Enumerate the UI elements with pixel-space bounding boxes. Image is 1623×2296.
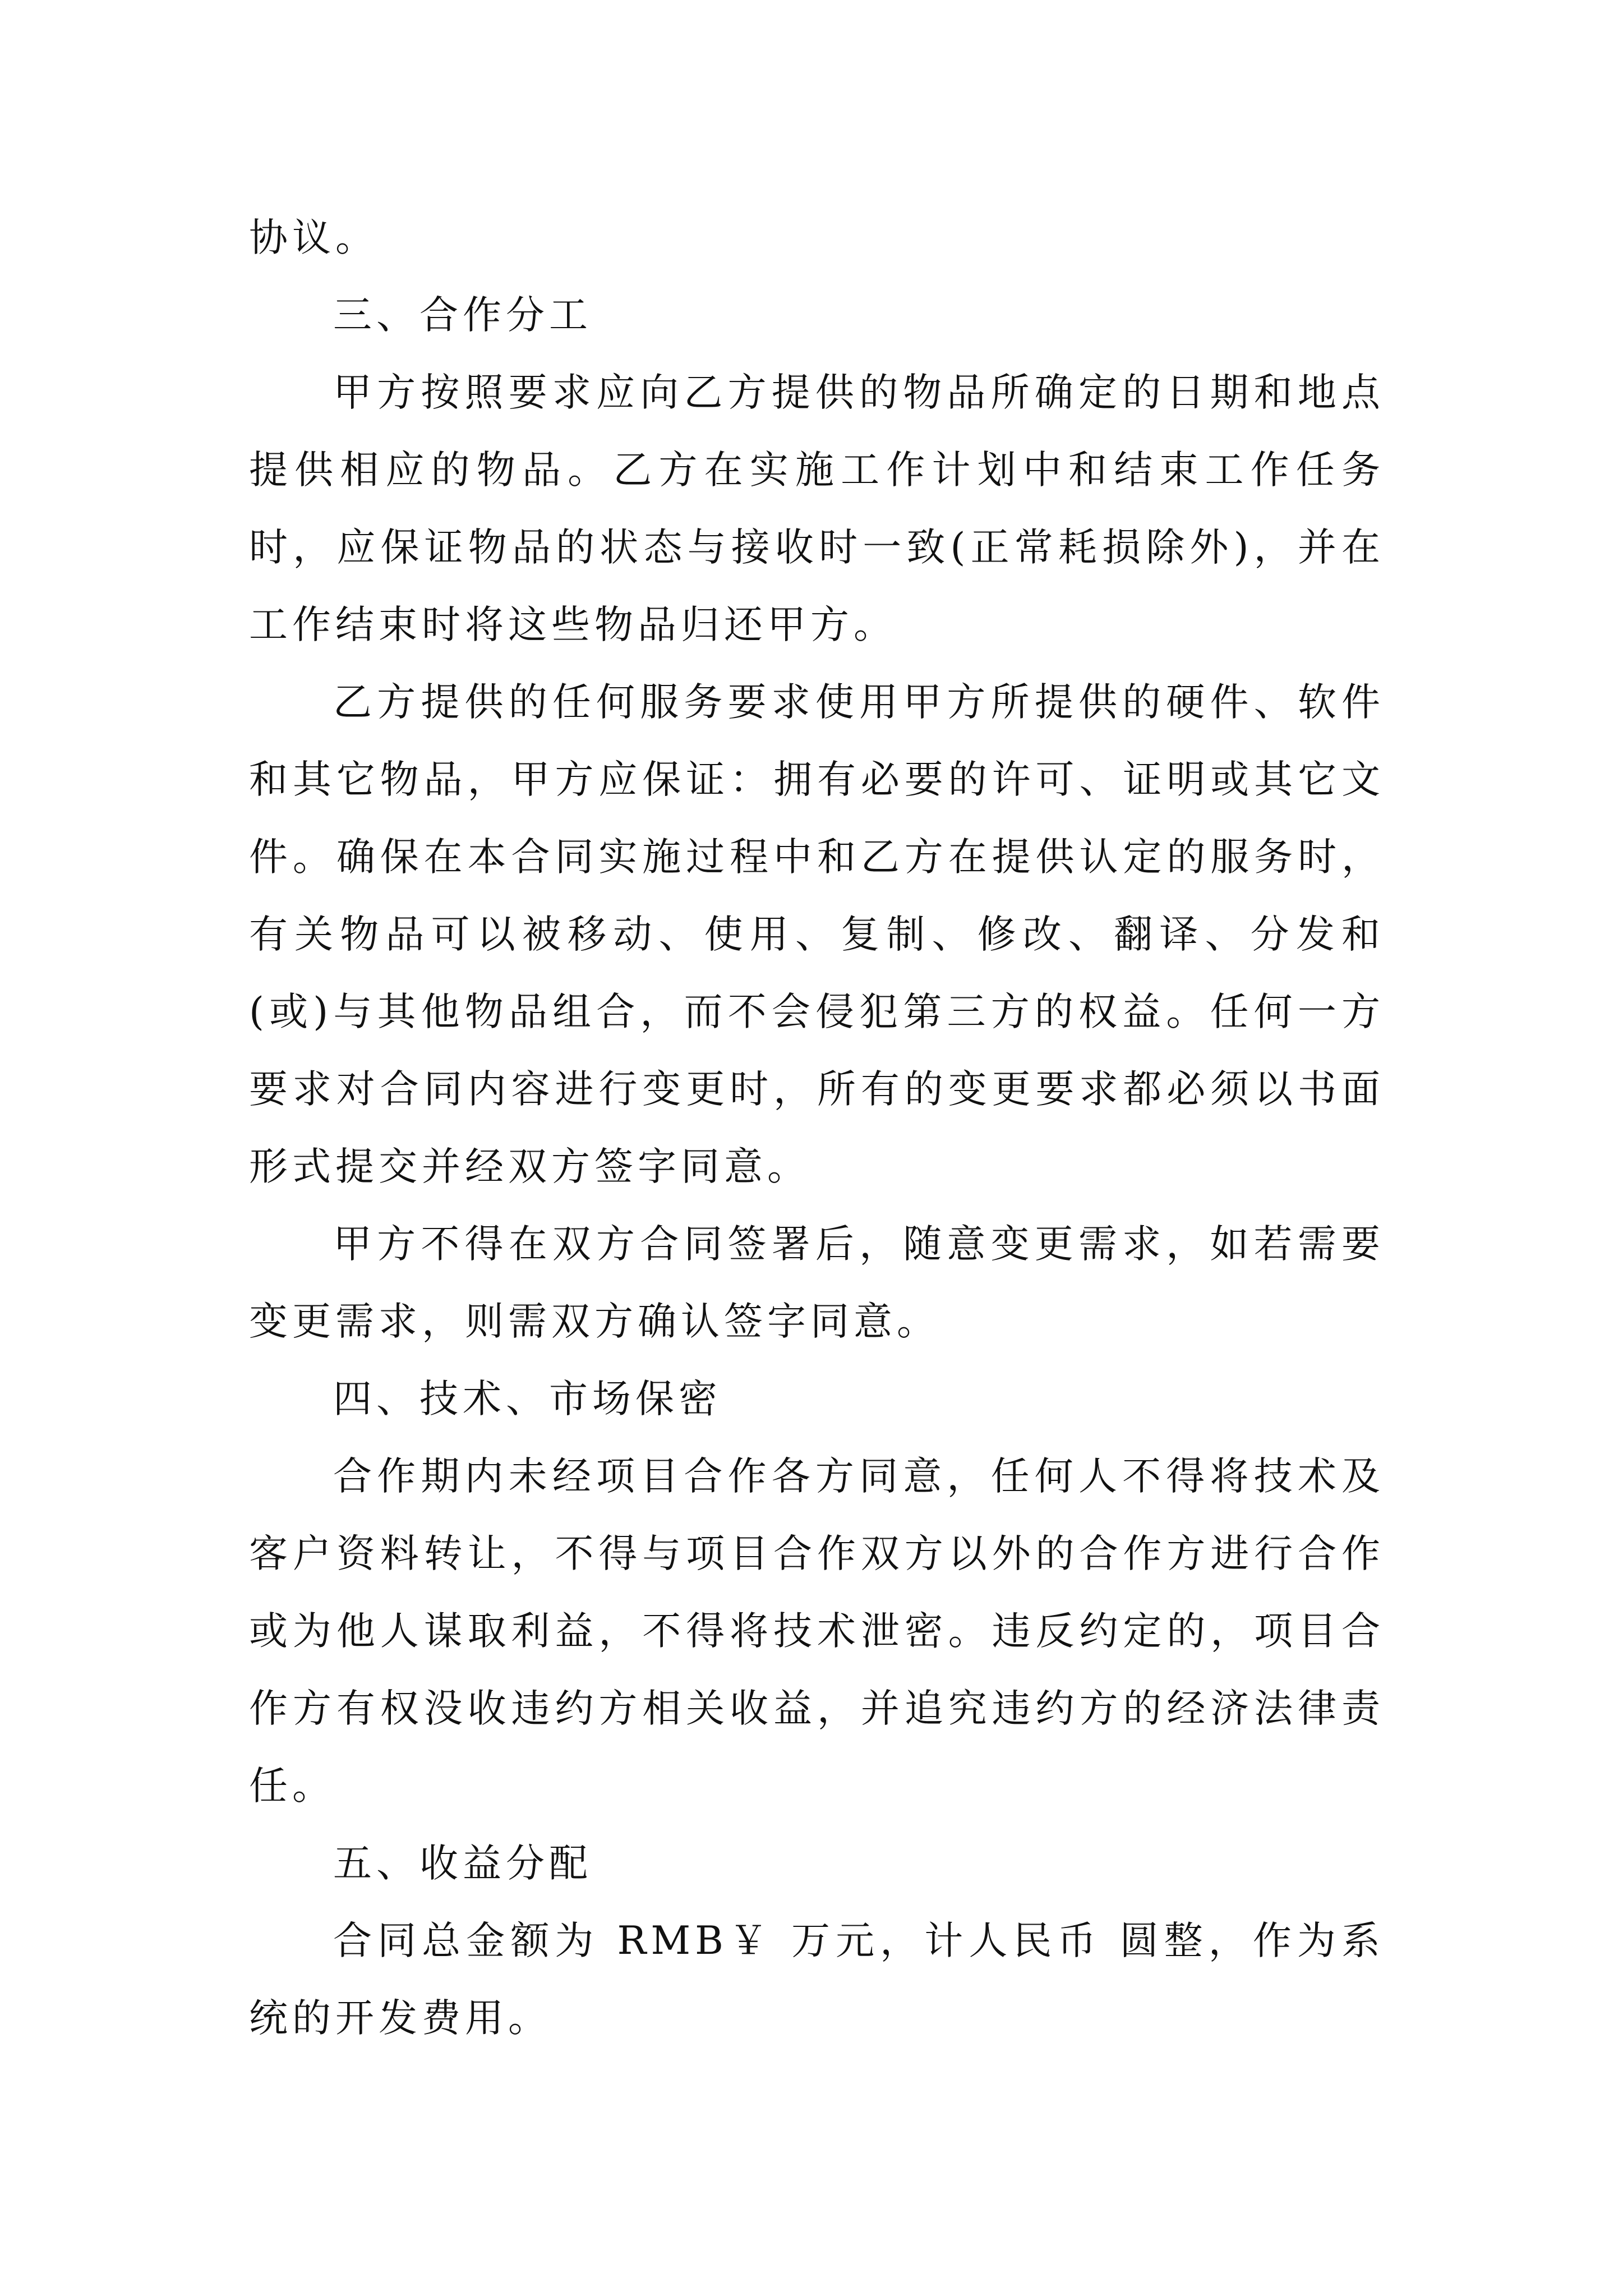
section-heading-confidentiality: 四、技术、市场保密 <box>333 1377 722 1421</box>
paragraph-continuation: 协议。 <box>249 215 379 260</box>
paragraph-confidentiality: 合作期内未经项目合作各方同意，任何人不得将技术及客户资料转让，不得与项目合作双方以外的合作方进行合作或为他人谋取利益，不得将技术泄密。违反约定的，项目合作方有权没收违约方相关收益，并追究违约方的经济法律责任。 <box>249 1454 1385 1809</box>
paragraph-party-b-services: 乙方提供的任何服务要求使用甲方所提供的硬件、软件和其它物品，甲方应保证：拥有必要的许可、证明或其它文件。确保在本合同实施过程中和乙方在提供认定的服务时，有关物品可以被移动、使用、复制、修改、翻译、分发和(或)与其他物品组合，而不会侵犯第三方的权益。任何一方要求对合同内容进行变更时，所有的变更要求都必须以书面形式提交并经双方签字同意。 <box>249 680 1385 1189</box>
document-body <box>249 199 1385 2057</box>
paragraph-party-a-provide-items: 甲方按照要求应向乙方提供的物品所确定的日期和地点提供相应的物品。乙方在实施工作计划中和结束工作任务时，应保证物品的状态与接收时一致(正常耗损除外)，并在工作结束时将这些物品归还甲方。 <box>249 370 1385 647</box>
paragraph-requirement-change: 甲方不得在双方合同签署后，随意变更需求，如若需要变更需求，则需双方确认签字同意。 <box>249 1222 1385 1344</box>
paragraph-contract-amount: 合同总金额为 RMB￥ 万元，计人民币 圆整，作为系统的开发费用。 <box>249 1918 1385 2041</box>
section-heading-cooperation-division: 三、合作分工 <box>333 293 592 338</box>
section-heading-revenue-distribution: 五、收益分配 <box>333 1841 592 1886</box>
